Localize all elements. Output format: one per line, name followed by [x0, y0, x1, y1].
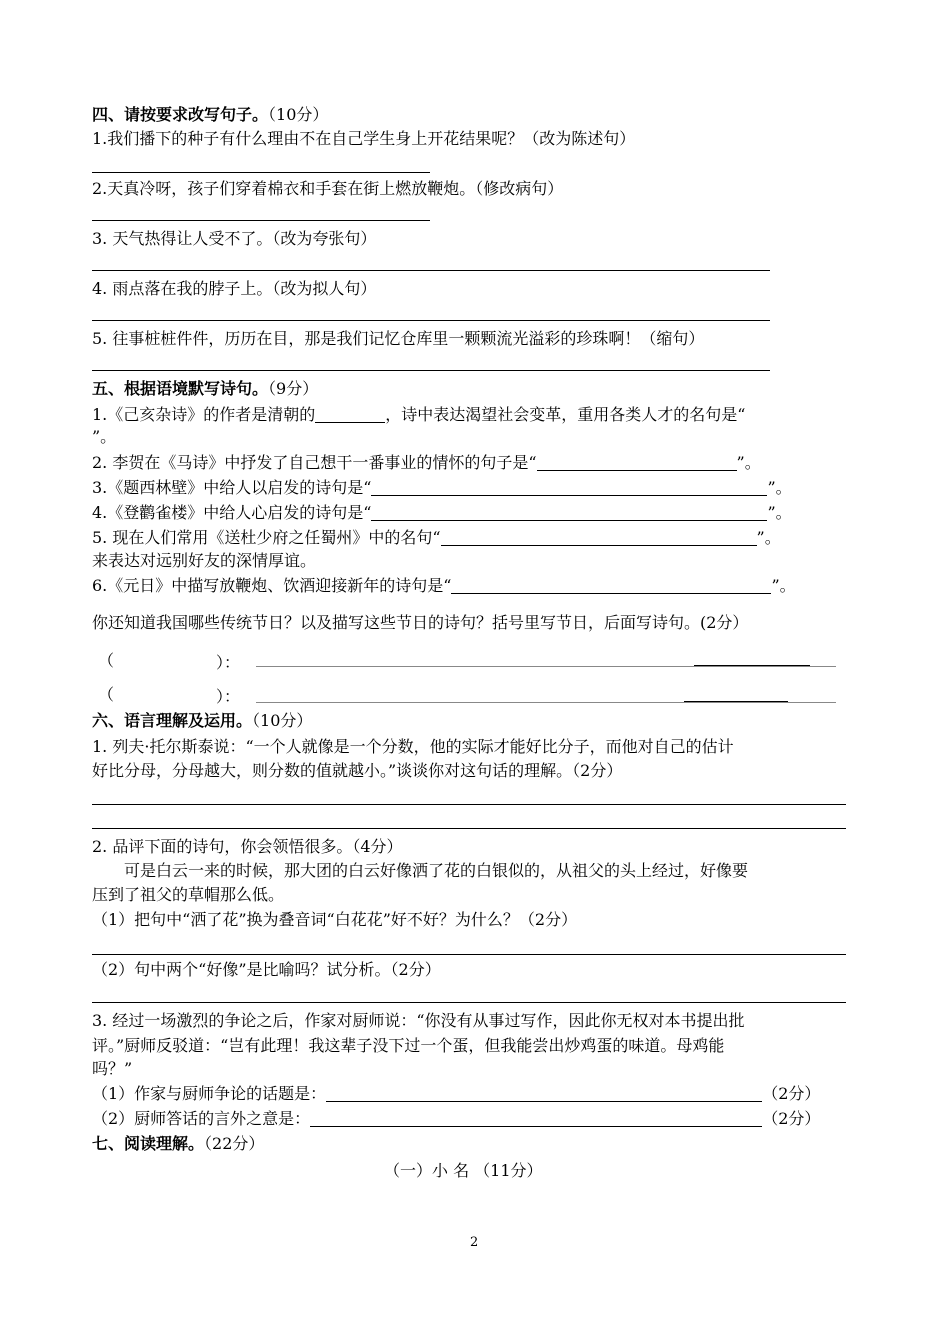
s6-q3-sub1: （1）作家与厨师争论的话题是： （2分） [92, 1084, 821, 1103]
section4-heading: 四、请按要求改写句子。（10分） [92, 105, 329, 124]
s6-q1-line2: 好比分母，分母越大，则分数的值就越小。”谈谈你对这句话的理解。（2分） [92, 761, 623, 780]
answer-blank[interactable] [326, 1085, 762, 1102]
answer-line[interactable] [92, 804, 846, 805]
s4-q4: 4. 雨点落在我的脖子上。（改为拟人句） [92, 279, 377, 298]
s5-q4: 4.《登鹳雀楼》中给人心启发的诗句是“ ”。 [92, 503, 792, 522]
s6-q3-line2: 评。”厨师反驳道：“岂有此理！我这辈子没下过一个蛋，但我能尝出炒鸡蛋的味道。母鸡能 [92, 1036, 725, 1055]
s5-q6: 6.《元日》中描写放鞭炮、饮酒迎接新年的诗句是“ ”。 [92, 576, 796, 595]
answer-line[interactable] [92, 828, 846, 829]
s7-subtitle: （一）小 名 （11分） [384, 1161, 543, 1180]
s5-q1-end: ”。 [92, 427, 117, 446]
festival-paren-open-2: （ [98, 685, 115, 704]
answer-line[interactable] [92, 320, 770, 321]
answer-line[interactable] [92, 270, 770, 271]
answer-line[interactable] [92, 954, 846, 955]
answer-line[interactable] [92, 1002, 846, 1003]
answer-blank[interactable] [441, 529, 757, 546]
s6-q3-line1: 3. 经过一场激烈的争论之后，作家对厨师说：“你没有从事过写作，因此你无权对本书提出批 [92, 1011, 745, 1030]
s6-q2-passage-1: 可是白云一来的时候，那大团的白云好像洒了花的白银似的，从祖父的头上经过，好像要 [124, 861, 749, 880]
answer-line[interactable] [92, 370, 770, 371]
section7-heading: 七、阅读理解。（22分） [92, 1134, 265, 1153]
s6-q3-line3: 吗？” [92, 1059, 133, 1078]
s5-q3: 3.《题西林壁》中给人以启发的诗句是“ ”。 [92, 478, 792, 497]
s4-q1: 1.我们播下的种子有什么理由不在自己学生身上开花结果呢？（改为陈述句） [92, 129, 636, 148]
s5-q1: 1.《己亥杂诗》的作者是清朝的 ，诗中表达渴望社会变革，重用各类人才的名句是“ [92, 405, 746, 424]
poem-line-overlay [684, 701, 788, 702]
answer-blank[interactable] [371, 504, 767, 521]
festival-paren-close: ）： [216, 653, 241, 672]
poem-line[interactable] [256, 666, 836, 667]
answer-line[interactable] [92, 172, 430, 173]
s4-q2: 2.天真冷呀，孩子们穿着棉衣和手套在街上燃放鞭炮。（修改病句） [92, 179, 564, 198]
section6-heading: 六、语言理解及运用。（10分） [92, 711, 313, 730]
s6-q2: 2. 品评下面的诗句，你会领悟很多。（4分） [92, 837, 403, 856]
s4-q3: 3. 天气热得让人受不了。（改为夸张句） [92, 229, 377, 248]
s5-q5: 5. 现在人们常用《送杜少府之任蜀州》中的名句“ ”。 [92, 528, 781, 547]
s6-q2-sub2: （2）句中两个“好像”是比喻吗？试分析。（2分） [92, 960, 441, 979]
s5-extra: 你还知道我国哪些传统节日？以及描写这些节日的诗句？括号里写节日，后面写诗句。(2分） [92, 613, 749, 632]
s6-q2-passage-2: 压到了祖父的草帽那么低。 [92, 885, 285, 904]
s5-q5-end: 来表达对远别好友的深情厚谊。 [92, 551, 317, 570]
answer-line[interactable] [92, 220, 430, 221]
answer-blank[interactable] [371, 479, 767, 496]
answer-blank[interactable] [310, 1110, 762, 1127]
s4-q5: 5. 往事桩桩件件，历历在目，那是我们记忆仓库里一颗颗流光溢彩的珍珠啊！（缩句） [92, 329, 705, 348]
s6-q1-line1: 1. 列夫·托尔斯泰说：“一个人就像是一个分数，他的实际才能好比分子，而他对自己的估计 [92, 737, 734, 756]
page-number: 2 [470, 1235, 479, 1250]
poem-line[interactable] [256, 702, 836, 703]
festival-paren-open: （ [98, 651, 115, 670]
section5-heading: 五、根据语境默写诗句。（9分） [92, 379, 319, 398]
answer-blank[interactable] [451, 577, 771, 594]
festival-paren-close-2: ）： [216, 687, 241, 706]
answer-blank[interactable] [537, 454, 737, 471]
s6-q2-sub1: （1）把句中“洒了花”换为叠音词“白花花”好不好？为什么？（2分） [92, 910, 578, 929]
answer-blank[interactable] [315, 406, 385, 423]
s5-q2: 2. 李贺在《马诗》中抒发了自己想干一番事业的情怀的句子是“ ”。 [92, 453, 761, 472]
s6-q3-sub2: （2）厨师答话的言外之意是： （2分） [92, 1109, 821, 1128]
poem-line-overlay [694, 665, 810, 666]
